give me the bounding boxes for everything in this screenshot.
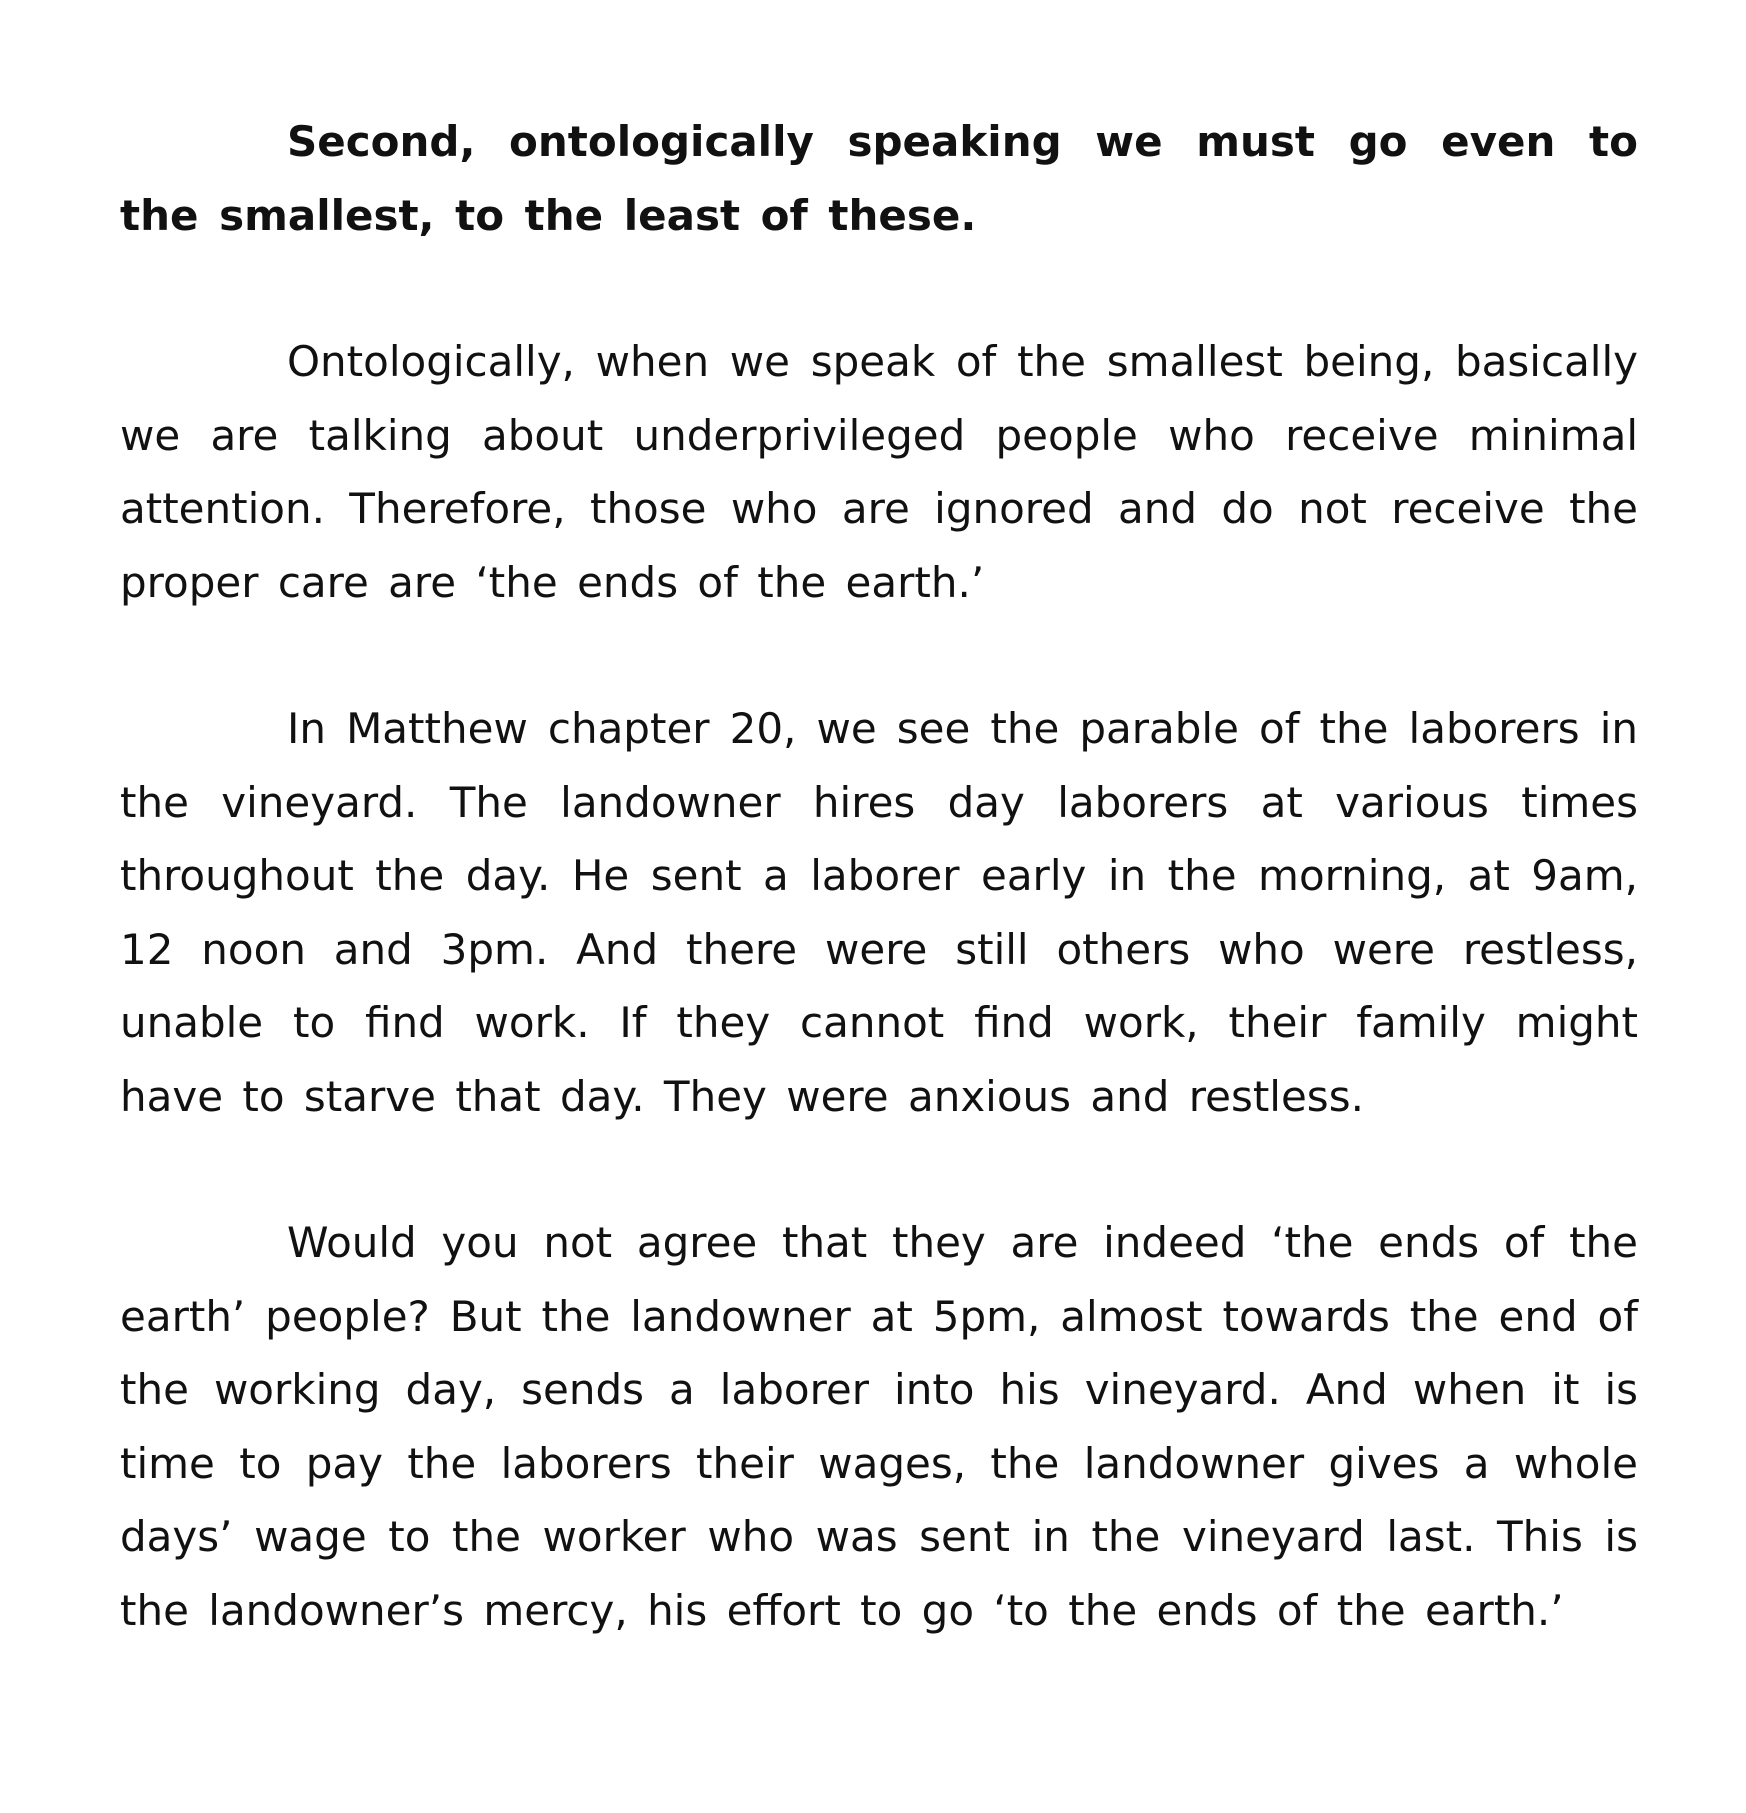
section-heading: Second, ontologically speaking we must go even to the smallest, to the least of these. [120,117,1638,240]
paragraph-landowner-mercy: Would you not agree that they are indeed ‘the ends of the earth’ people? But the landowner at 5pm, almost towards the end of the working day, sends a laborer into his vineyard. And when it is time to pay the laborers their wages, the landowner gives a whole days’ wage to the worker who was sent in the vineyard last. This is the landowner’s mercy, his effort to go ‘to the ends of the earth.’ [120,1218,1638,1635]
paragraph-ontological-smallest: Ontologically, when we speak of the smallest being, basically we are talking about underprivileged people who receive minimal attention. Therefore, those who are ignored and do not receive the proper care are ‘the ends of the earth.’ [120,337,1638,607]
paragraph-matthew-parable: In Matthew chapter 20, we see the parable of the laborers in the vineyard. The landowner hires day laborers at various times throughout the day. He sent a laborer early in the morning, at 9am, 12 noon and 3pm. And there were still others who were restless, unable to find work. If they cannot find work, their family might have to starve that day. They were anxious and restless. [120,704,1638,1121]
